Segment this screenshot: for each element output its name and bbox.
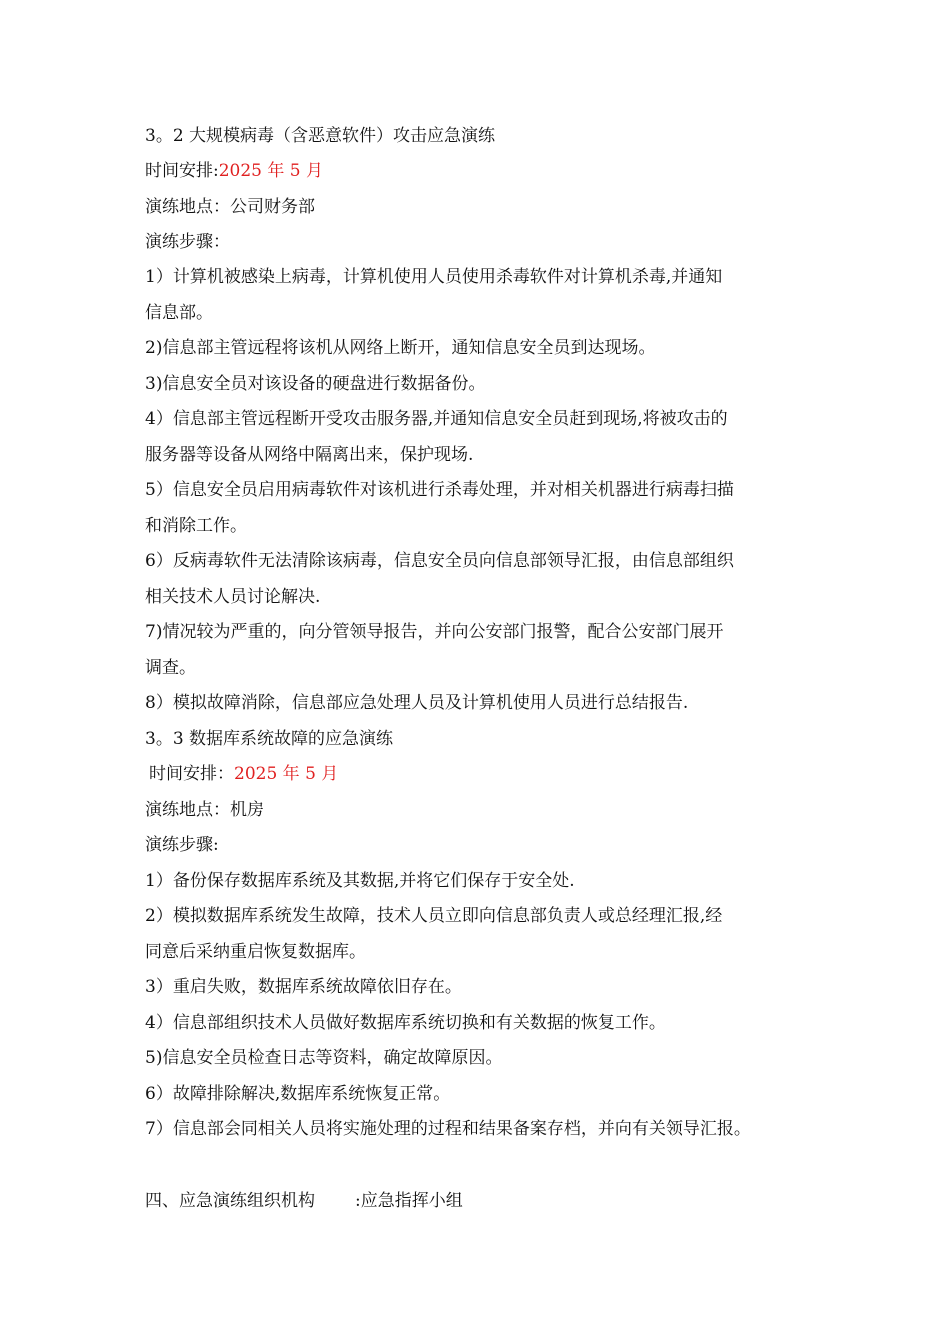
section-3-3-heading: 3。3 数据库系统故障的应急演练 <box>145 729 394 749</box>
step-line: 2)信息部主管远程将该机从网络上断开，通知信息安全员到达现场。 <box>145 338 656 358</box>
step-line: 7）信息部会同相关人员将实施处理的过程和结果备案存档，并向有关领导汇报。 <box>145 1119 751 1139</box>
section-3-2-location: 演练地点：公司财务部 <box>145 197 315 217</box>
step-line: 3）重启失败，数据库系统故障依旧存在。 <box>145 977 462 997</box>
step-line: 4）信息部组织技术人员做好数据库系统切换和有关数据的恢复工作。 <box>145 1013 666 1033</box>
step-line: 同意后采纳重启恢复数据库。 <box>145 942 366 962</box>
section-3-3-steps-label: 演练步骤: <box>145 835 219 855</box>
step-line: 5)信息安全员检查日志等资料，确定故障原因。 <box>145 1048 503 1068</box>
step-line: 相关技术人员讨论解决. <box>145 587 321 607</box>
step-line: 服务器等设备从网络中隔离出来，保护现场. <box>145 445 474 465</box>
step-line: 5）信息安全员启用病毒软件对该机进行杀毒处理，并对相关机器进行病毒扫描 <box>145 480 734 500</box>
time-label: 时间安排： <box>149 764 234 784</box>
section-3-2-heading: 3。2 大规模病毒（含恶意软件）攻击应急演练 <box>145 126 496 146</box>
step-line: 8）模拟故障消除，信息部应急处理人员及计算机使用人员进行总结报告. <box>145 693 689 713</box>
step-line: 信息部。 <box>145 303 213 323</box>
step-line: 1）备份保存数据库系统及其数据,并将它们保存于安全处. <box>145 871 575 891</box>
step-line: 6）反病毒软件无法清除该病毒，信息安全员向信息部领导汇报，由信息部组织 <box>145 551 734 571</box>
time-value: 2025 年 5 月 <box>234 764 339 784</box>
step-line: 2）模拟数据库系统发生故障，技术人员立即向信息部负责人或总经理汇报,经 <box>145 906 723 926</box>
step-line: 1）计算机被感染上病毒，计算机使用人员使用杀毒软件对计算机杀毒,并通知 <box>145 267 723 287</box>
section-3-3-location: 演练地点：机房 <box>145 800 264 820</box>
time-label: 时间安排: <box>145 161 219 181</box>
step-line: 和消除工作。 <box>145 516 247 536</box>
time-value: 2025 年 5 月 <box>218 161 324 181</box>
step-line: 6）故障排除解决,数据库系统恢复正常。 <box>145 1084 451 1104</box>
step-line: 调查。 <box>145 658 196 678</box>
section-3-3-time <box>149 763 338 785</box>
section-3-2-time <box>145 160 323 182</box>
section-4-heading: 四、应急演练组织机构 <box>145 1191 315 1211</box>
step-line: 3)信息安全员对该设备的硬盘进行数据备份。 <box>145 374 486 394</box>
section-4-subheading: :应急指挥小组 <box>355 1191 463 1211</box>
section-4-heading-row <box>145 1190 463 1212</box>
step-line: 7)情况较为严重的，向分管领导报告，并向公安部门报警，配合公安部门展开 <box>145 622 724 642</box>
section-3-2-steps-label: 演练步骤： <box>145 232 230 252</box>
step-line: 4）信息部主管远程断开受攻击服务器,并通知信息安全员赶到现场,将被攻击的 <box>145 409 728 429</box>
